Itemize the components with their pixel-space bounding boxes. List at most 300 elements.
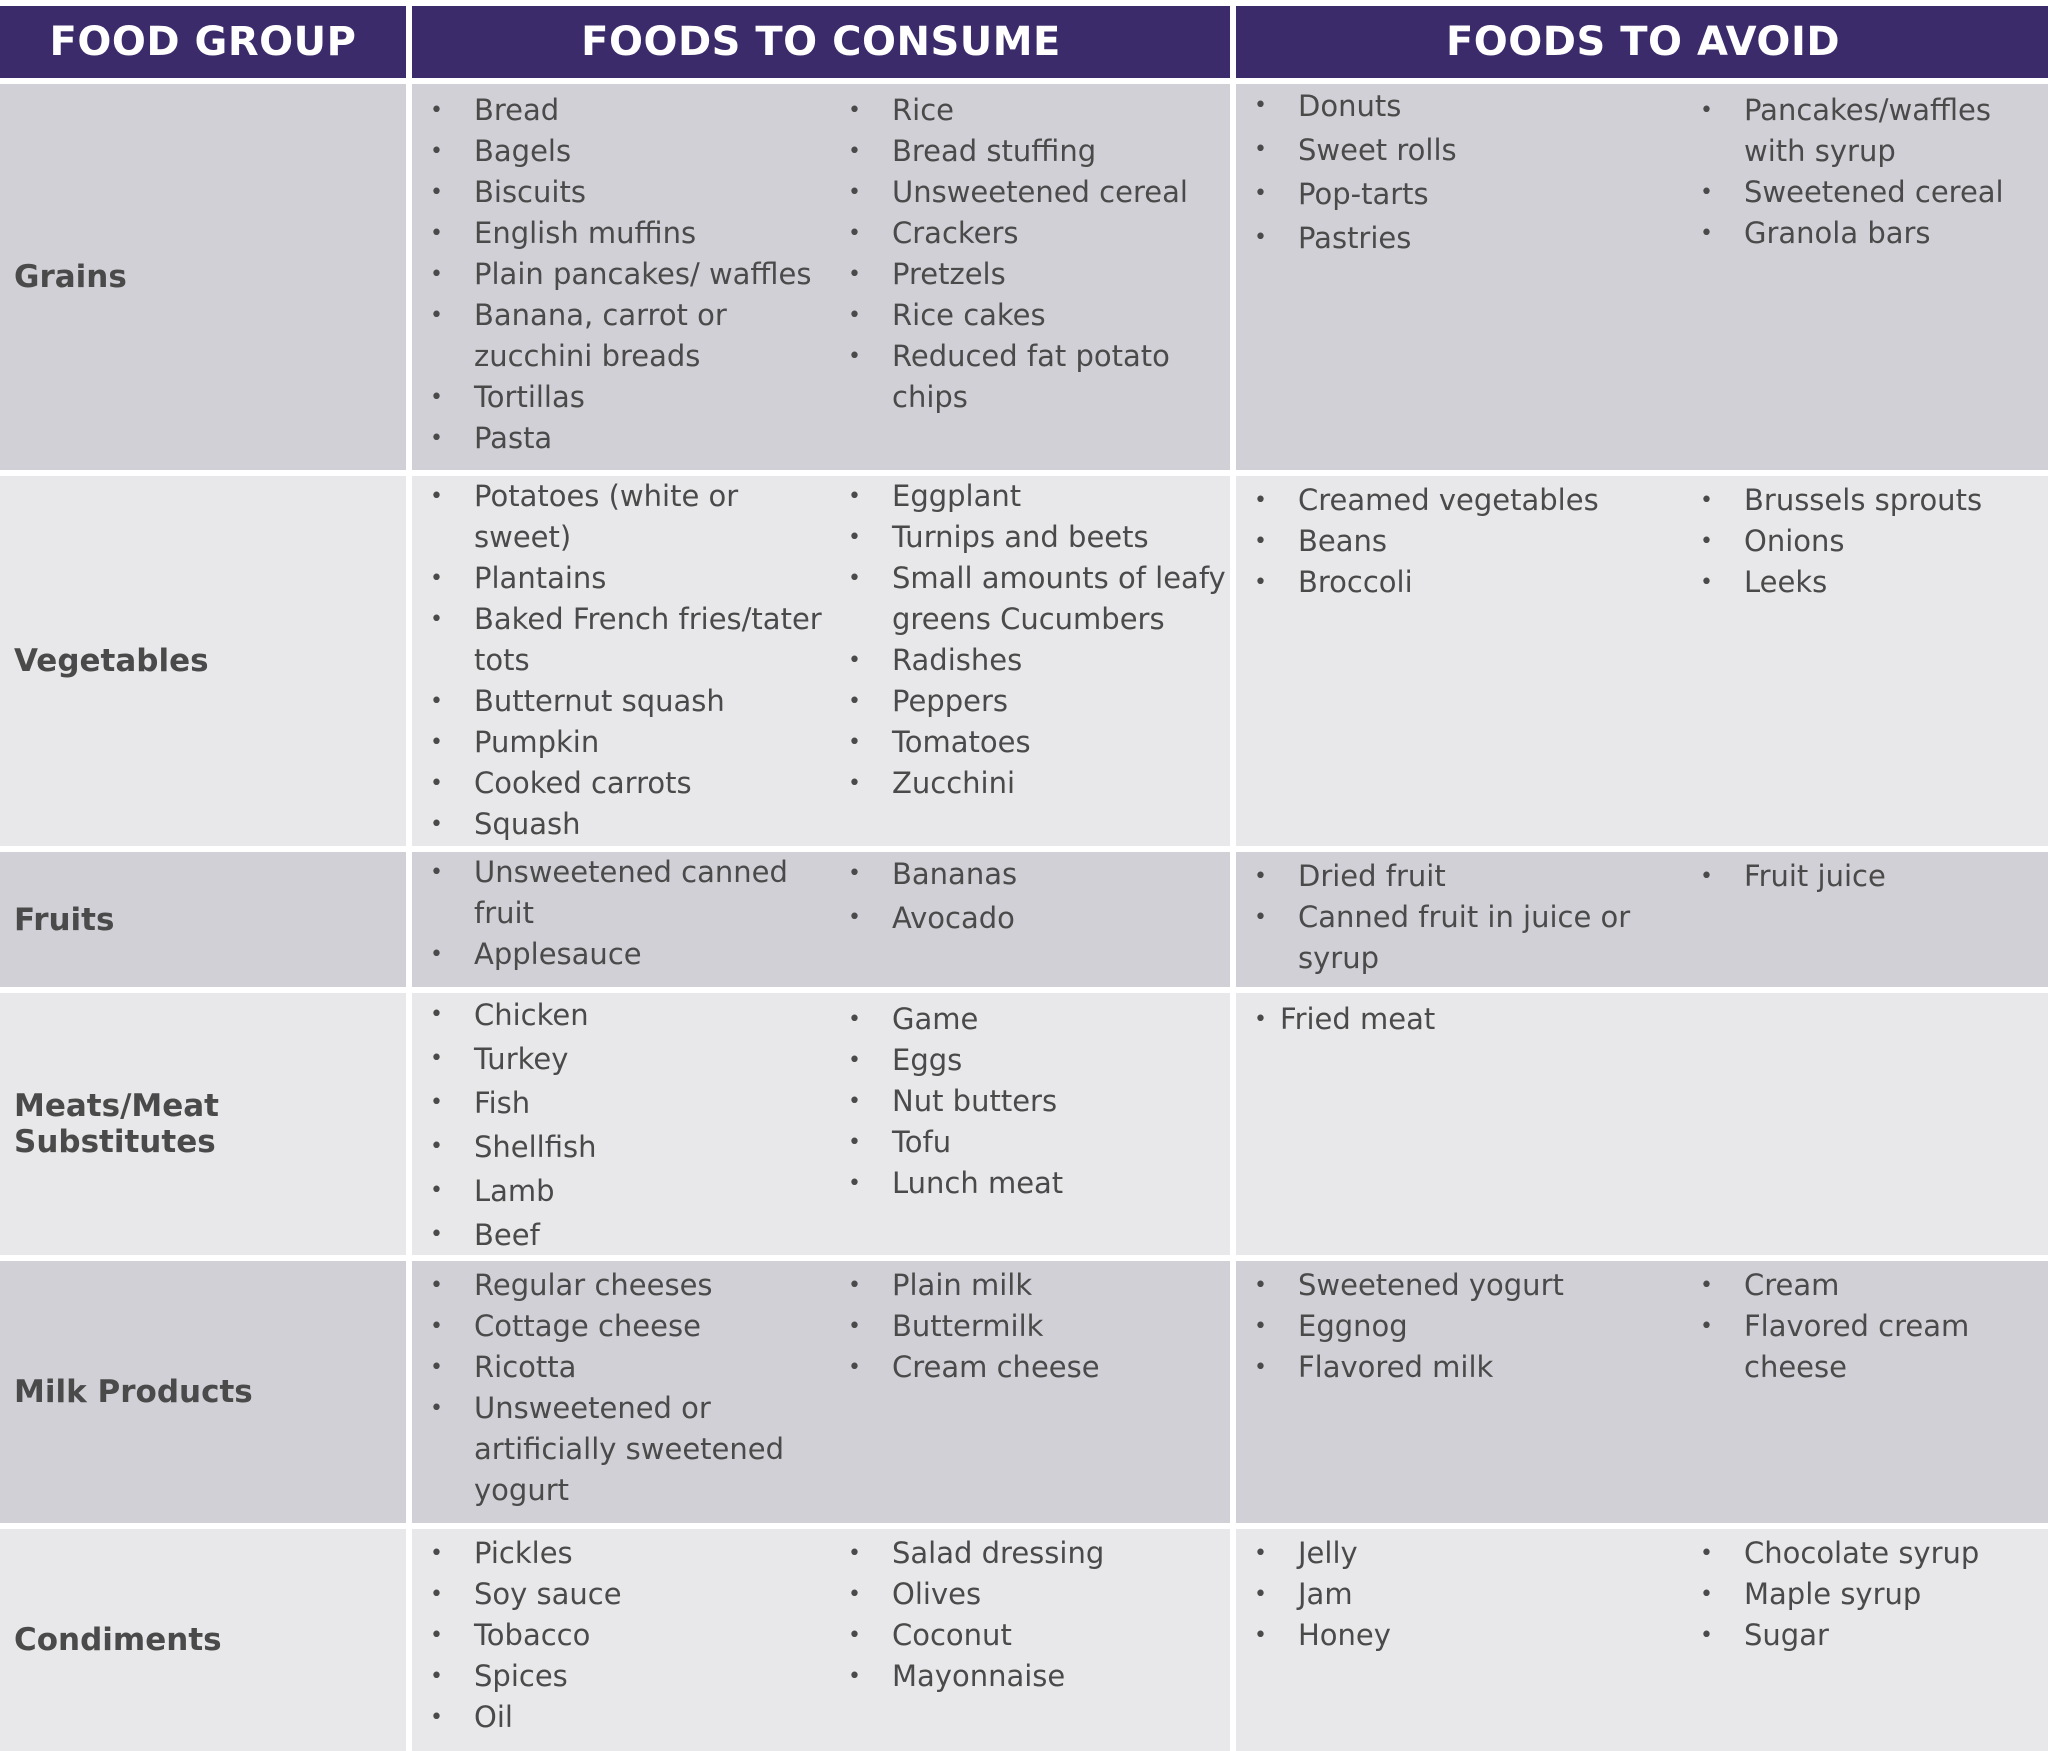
list-item	[840, 852, 1230, 896]
list-item	[840, 254, 1230, 295]
list-item-text: Rice cakes	[892, 298, 1046, 332]
list-item	[1246, 856, 1692, 897]
list-item-text: Tobacco	[474, 1618, 591, 1652]
list-item	[840, 90, 1230, 131]
bullet-icon: •	[1254, 488, 1267, 513]
bullet-icon: •	[848, 1273, 861, 1298]
list-item	[1692, 521, 2048, 562]
bullet-icon: •	[430, 1178, 443, 1203]
list-item-text: Peppers	[892, 684, 1008, 718]
list-item	[422, 1125, 830, 1169]
list-item	[840, 558, 1230, 640]
list-item	[1692, 480, 2048, 521]
bullet-icon: •	[430, 98, 443, 123]
list-item	[840, 1656, 1230, 1697]
bullet-icon: •	[848, 905, 861, 930]
bullet-icon: •	[430, 1002, 443, 1027]
condiments-avoid-list-2	[1692, 1533, 2048, 1656]
list-item	[1246, 1574, 1692, 1615]
list-item-text: Cream	[1744, 1268, 1840, 1302]
list-item-text: Squash	[474, 807, 581, 841]
bullet-icon: •	[848, 1007, 861, 1032]
group-label-milk-products: Milk Products	[0, 1261, 406, 1523]
list-item	[1246, 1265, 1692, 1306]
list-item	[840, 999, 1230, 1040]
list-item-text: Mayonnaise	[892, 1659, 1066, 1693]
meats-avoid-cell	[1236, 993, 2048, 1255]
list-item-text: Crackers	[892, 216, 1019, 250]
bullet-icon: •	[430, 1582, 443, 1607]
bullet-icon: •	[1700, 98, 1713, 123]
list-item-text: Leeks	[1744, 565, 1828, 599]
list-item	[1246, 999, 1692, 1040]
list-item	[1692, 90, 2048, 172]
list-item-text: Buttermilk	[892, 1309, 1044, 1343]
bullet-icon: •	[848, 262, 861, 287]
list-item-text: Shellfish	[474, 1130, 597, 1164]
list-item	[422, 558, 830, 599]
bullet-icon: •	[1700, 1541, 1713, 1566]
bullet-icon: •	[1700, 529, 1713, 554]
list-item-text: Pastries	[1298, 221, 1412, 255]
list-item-text: Zucchini	[892, 766, 1016, 800]
bullet-icon: •	[1254, 1582, 1267, 1607]
meats-consume-list-1	[422, 993, 830, 1255]
condiments-avoid-list-1	[1246, 1533, 1692, 1656]
list-item-text: Coconut	[892, 1618, 1012, 1652]
bullet-icon: •	[1254, 181, 1267, 206]
list-item-text: Chicken	[474, 998, 589, 1032]
meats-avoid-list-1	[1246, 999, 1692, 1040]
list-item	[840, 640, 1230, 681]
list-item	[840, 131, 1230, 172]
bullet-icon: •	[1254, 225, 1267, 250]
bullet-icon: •	[430, 426, 443, 451]
list-item-text: Eggplant	[892, 479, 1022, 513]
list-item-text: Rice	[892, 93, 954, 127]
list-item	[1246, 1347, 1692, 1388]
list-item-text: Lunch meat	[892, 1166, 1064, 1200]
list-item-text: Nut butters	[892, 1084, 1058, 1118]
list-item-text: Tofu	[892, 1125, 952, 1159]
list-item	[1692, 562, 2048, 603]
fruits-consume-list-1	[422, 852, 830, 975]
list-item-text: Brussels sprouts	[1744, 483, 1983, 517]
list-item	[840, 295, 1230, 336]
bullet-icon: •	[848, 221, 861, 246]
list-item-text: Sweet rolls	[1298, 133, 1457, 167]
list-item	[840, 763, 1230, 804]
list-item-text: Spices	[474, 1659, 568, 1693]
list-item-text: Plain milk	[892, 1268, 1033, 1302]
list-item-text: Chocolate syrup	[1744, 1536, 1980, 1570]
list-item-text: Beans	[1298, 524, 1387, 558]
bullet-icon: •	[848, 1171, 861, 1196]
bullet-icon: •	[848, 1582, 861, 1607]
list-item	[422, 722, 830, 763]
list-item	[840, 1265, 1230, 1306]
bullet-icon: •	[430, 689, 443, 714]
food-guide-table	[0, 6, 2048, 1751]
bullet-icon: •	[430, 607, 443, 632]
fruits-avoid-cell	[1236, 852, 2048, 987]
bullet-icon: •	[848, 1089, 861, 1114]
list-item-text: Sweetened cereal	[1744, 175, 2004, 209]
bullet-icon: •	[848, 1664, 861, 1689]
bullet-icon: •	[1254, 905, 1267, 930]
list-item	[1246, 128, 1692, 172]
bullet-icon: •	[848, 525, 861, 550]
list-item-text: Fruit juice	[1744, 859, 1886, 893]
list-item	[422, 213, 830, 254]
list-item	[422, 1388, 830, 1511]
list-item-text: Radishes	[892, 643, 1023, 677]
bullet-icon: •	[848, 139, 861, 164]
list-item-text: Potatoes (white or sweet)	[474, 479, 739, 554]
bullet-icon: •	[1254, 93, 1267, 118]
list-item	[1246, 216, 1692, 260]
list-item-text: Lamb	[474, 1174, 555, 1208]
list-item-text: Bagels	[474, 134, 572, 168]
list-item	[422, 1574, 830, 1615]
list-item	[422, 1347, 830, 1388]
list-item	[1692, 856, 2048, 897]
list-item	[840, 1615, 1230, 1656]
bullet-icon: •	[430, 1273, 443, 1298]
list-item-text: Beef	[474, 1218, 540, 1252]
grains-avoid-cell	[1236, 84, 2048, 470]
list-item	[422, 804, 830, 845]
list-item-text: Jelly	[1298, 1536, 1358, 1570]
fruits-consume-list-2	[840, 852, 1230, 940]
grains-avoid-list-1	[1246, 84, 1692, 260]
list-item	[1246, 480, 1692, 521]
list-item	[422, 1169, 830, 1213]
list-item-text: Pretzels	[892, 257, 1006, 291]
list-item	[1692, 1533, 2048, 1574]
list-item	[840, 681, 1230, 722]
list-item-text: Butternut squash	[474, 684, 725, 718]
group-label-grains: Grains	[0, 84, 406, 470]
list-item	[1246, 562, 1692, 603]
vegetables-consume-list-1	[422, 476, 830, 845]
list-item	[422, 1265, 830, 1306]
bullet-icon: •	[430, 860, 443, 885]
list-item-text: Turnips and beets	[892, 520, 1149, 554]
list-item-text: Flavored cream cheese	[1744, 1309, 1970, 1384]
list-item-text: Biscuits	[474, 175, 586, 209]
bullet-icon: •	[1700, 1314, 1713, 1339]
bullet-icon: •	[430, 1355, 443, 1380]
bullet-icon: •	[848, 1623, 861, 1648]
bullet-icon: •	[1700, 1273, 1713, 1298]
vegetables-avoid-list-2	[1692, 480, 2048, 603]
list-item	[840, 1306, 1230, 1347]
bullet-icon: •	[430, 262, 443, 287]
list-item-text: Granola bars	[1744, 216, 1931, 250]
list-item	[422, 254, 830, 295]
list-item	[422, 1306, 830, 1347]
header-food-group: FOOD GROUP	[0, 6, 406, 78]
bullet-icon: •	[430, 1705, 443, 1730]
grains-avoid-list-2	[1692, 90, 2048, 254]
bullet-icon: •	[430, 1090, 443, 1115]
list-item	[422, 599, 830, 681]
bullet-icon: •	[1254, 1623, 1267, 1648]
list-item	[1692, 1265, 2048, 1306]
list-item	[422, 1697, 830, 1738]
fruits-consume-cell	[412, 852, 1230, 987]
list-item-text: Eggnog	[1298, 1309, 1408, 1343]
bullet-icon: •	[848, 484, 861, 509]
list-item-text: Pasta	[474, 421, 553, 455]
list-item	[422, 1533, 830, 1574]
list-item-text: Donuts	[1298, 89, 1402, 123]
list-item	[840, 1163, 1230, 1204]
milk-consume-list-2	[840, 1265, 1230, 1388]
bullet-icon: •	[430, 1623, 443, 1648]
list-item-text: Onions	[1744, 524, 1845, 558]
list-item-text: Tortillas	[474, 380, 585, 414]
list-item	[1246, 1615, 1692, 1656]
list-item	[840, 476, 1230, 517]
list-item	[840, 1533, 1230, 1574]
list-item-text: Unsweetened or artificially sweetened yogurt	[474, 1391, 785, 1507]
bullet-icon: •	[848, 648, 861, 673]
list-item	[1246, 84, 1692, 128]
bullet-icon: •	[848, 730, 861, 755]
list-item-text: Flavored milk	[1298, 1350, 1494, 1384]
bullet-icon: •	[848, 1314, 861, 1339]
bullet-icon: •	[848, 1048, 861, 1073]
bullet-icon: •	[848, 1355, 861, 1380]
list-item	[840, 517, 1230, 558]
vegetables-consume-cell	[412, 476, 1230, 846]
fruits-avoid-list-2	[1692, 856, 2048, 897]
bullet-icon: •	[1700, 488, 1713, 513]
list-item-text: Olives	[892, 1577, 982, 1611]
condiments-consume-list-2	[840, 1533, 1230, 1697]
bullet-icon: •	[430, 566, 443, 591]
list-item-text: Honey	[1298, 1618, 1391, 1652]
list-item-text: Avocado	[892, 901, 1015, 935]
list-item	[422, 763, 830, 804]
list-item-text: Unsweetened canned fruit	[474, 855, 788, 930]
bullet-icon: •	[430, 1314, 443, 1339]
list-item	[422, 993, 830, 1037]
list-item-text: Reduced fat potato chips	[892, 339, 1170, 414]
list-item-text: Ricotta	[474, 1350, 577, 1384]
list-item-text: Cream cheese	[892, 1350, 1100, 1384]
list-item-text: Game	[892, 1002, 979, 1036]
group-label-vegetables: Vegetables	[0, 476, 406, 846]
vegetables-consume-list-2	[840, 476, 1230, 804]
milk-consume-cell	[412, 1261, 1230, 1523]
bullet-icon: •	[848, 1130, 861, 1155]
list-item-text: Plantains	[474, 561, 607, 595]
vegetables-avoid-cell	[1236, 476, 2048, 846]
list-item-text: Cottage cheese	[474, 1309, 701, 1343]
list-item-text: Unsweetened cereal	[892, 175, 1188, 209]
bullet-icon: •	[1254, 1007, 1267, 1032]
list-item-text: Bread	[474, 93, 560, 127]
list-item-text: Plain pancakes/ waffles	[474, 257, 812, 291]
bullet-icon: •	[430, 484, 443, 509]
list-item	[1692, 1574, 2048, 1615]
list-item	[1246, 897, 1692, 979]
bullet-icon: •	[1254, 137, 1267, 162]
bullet-icon: •	[1254, 1314, 1267, 1339]
list-item-text: Banana, carrot or zucchini breads	[474, 298, 727, 373]
bullet-icon: •	[848, 98, 861, 123]
bullet-icon: •	[430, 180, 443, 205]
bullet-icon: •	[1700, 180, 1713, 205]
milk-consume-list-1	[422, 1265, 830, 1511]
list-item	[422, 1656, 830, 1697]
list-item-text: Jam	[1298, 1577, 1353, 1611]
list-item	[840, 896, 1230, 940]
header-foods-to-avoid: FOODS TO AVOID	[1236, 6, 2048, 78]
list-item	[422, 476, 830, 558]
list-item	[840, 1081, 1230, 1122]
bullet-icon: •	[430, 221, 443, 246]
list-item-text: Bananas	[892, 857, 1018, 891]
list-item-text: Canned fruit in juice or syrup	[1298, 900, 1631, 975]
list-item-text: Bread stuffing	[892, 134, 1097, 168]
bullet-icon: •	[430, 1046, 443, 1071]
list-item	[1246, 521, 1692, 562]
list-item	[422, 934, 830, 975]
condiments-consume-list-1	[422, 1533, 830, 1738]
list-item-text: Applesauce	[474, 937, 642, 971]
list-item	[1246, 1306, 1692, 1347]
meats-consume-cell	[412, 993, 1230, 1255]
bullet-icon: •	[430, 1222, 443, 1247]
list-item-text: Small amounts of leafy greens Cucumbers	[892, 561, 1226, 636]
list-item-text: Eggs	[892, 1043, 963, 1077]
list-item	[840, 336, 1230, 418]
group-label-condiments: Condiments	[0, 1529, 406, 1751]
bullet-icon: •	[1254, 1355, 1267, 1380]
list-item-text: Dried fruit	[1298, 859, 1446, 893]
bullet-icon: •	[430, 1664, 443, 1689]
list-item-text: Oil	[474, 1700, 513, 1734]
milk-avoid-list-2	[1692, 1265, 2048, 1388]
list-item-text: Pickles	[474, 1536, 573, 1570]
list-item-text: Pumpkin	[474, 725, 600, 759]
bullet-icon: •	[848, 771, 861, 796]
list-item	[1692, 213, 2048, 254]
group-label-meats: Meats/Meat Substitutes	[0, 993, 406, 1255]
list-item-text: Tomatoes	[892, 725, 1031, 759]
list-item-text: Regular cheeses	[474, 1268, 713, 1302]
list-item-text: Creamed vegetables	[1298, 483, 1599, 517]
list-item-text: Cooked carrots	[474, 766, 692, 800]
bullet-icon: •	[848, 689, 861, 714]
bullet-icon: •	[1700, 570, 1713, 595]
list-item	[422, 90, 830, 131]
list-item	[1692, 172, 2048, 213]
bullet-icon: •	[1254, 864, 1267, 889]
bullet-icon: •	[848, 1541, 861, 1566]
list-item	[840, 213, 1230, 254]
list-item	[422, 1081, 830, 1125]
list-item	[840, 1122, 1230, 1163]
list-item-text: Fried meat	[1280, 1002, 1436, 1036]
fruits-avoid-list-1	[1246, 856, 1692, 979]
list-item	[1692, 1306, 2048, 1388]
list-item-text: Soy sauce	[474, 1577, 622, 1611]
list-item	[1246, 172, 1692, 216]
list-item-text: Sweetened yogurt	[1298, 1268, 1564, 1302]
list-item	[422, 1615, 830, 1656]
grains-consume-list-1	[422, 90, 830, 459]
meats-consume-list-2	[840, 999, 1230, 1204]
list-item	[422, 681, 830, 722]
bullet-icon: •	[430, 1396, 443, 1421]
list-item	[422, 172, 830, 213]
list-item	[840, 1347, 1230, 1388]
list-item-text: Maple syrup	[1744, 1577, 1922, 1611]
list-item	[422, 1037, 830, 1081]
bullet-icon: •	[848, 861, 861, 886]
condiments-avoid-cell	[1236, 1529, 2048, 1751]
group-label-fruits: Fruits	[0, 852, 406, 987]
bullet-icon: •	[1254, 1273, 1267, 1298]
list-item-text: Baked French fries/tater tots	[474, 602, 822, 677]
list-item	[840, 722, 1230, 763]
bullet-icon: •	[430, 1541, 443, 1566]
list-item	[422, 852, 830, 934]
list-item	[422, 1213, 830, 1255]
list-item-text: Pop-tarts	[1298, 177, 1429, 211]
list-item	[840, 1574, 1230, 1615]
bullet-icon: •	[430, 771, 443, 796]
bullet-icon: •	[430, 303, 443, 328]
grains-consume-list-2	[840, 90, 1230, 418]
bullet-icon: •	[1254, 570, 1267, 595]
bullet-icon: •	[848, 180, 861, 205]
list-item-text: Broccoli	[1298, 565, 1413, 599]
condiments-consume-cell	[412, 1529, 1230, 1751]
list-item	[422, 418, 830, 459]
bullet-icon: •	[430, 730, 443, 755]
bullet-icon: •	[1700, 221, 1713, 246]
bullet-icon: •	[430, 812, 443, 837]
bullet-icon: •	[1254, 529, 1267, 554]
grains-consume-cell	[412, 84, 1230, 470]
list-item-text: Salad dressing	[892, 1536, 1105, 1570]
bullet-icon: •	[1254, 1541, 1267, 1566]
vegetables-avoid-list-1	[1246, 480, 1692, 603]
list-item-text: Pancakes/waffles with syrup	[1744, 93, 1992, 168]
list-item	[1692, 1615, 2048, 1656]
bullet-icon: •	[1700, 864, 1713, 889]
list-item-text: Turkey	[474, 1042, 569, 1076]
bullet-icon: •	[848, 566, 861, 591]
list-item-text: Fish	[474, 1086, 531, 1120]
list-item-text: English muffins	[474, 216, 697, 250]
bullet-icon: •	[430, 942, 443, 967]
bullet-icon: •	[430, 1134, 443, 1159]
milk-avoid-list-1	[1246, 1265, 1692, 1388]
list-item	[1246, 1533, 1692, 1574]
milk-avoid-cell	[1236, 1261, 2048, 1523]
bullet-icon: •	[430, 385, 443, 410]
list-item	[840, 172, 1230, 213]
bullet-icon: •	[1700, 1623, 1713, 1648]
list-item	[422, 377, 830, 418]
